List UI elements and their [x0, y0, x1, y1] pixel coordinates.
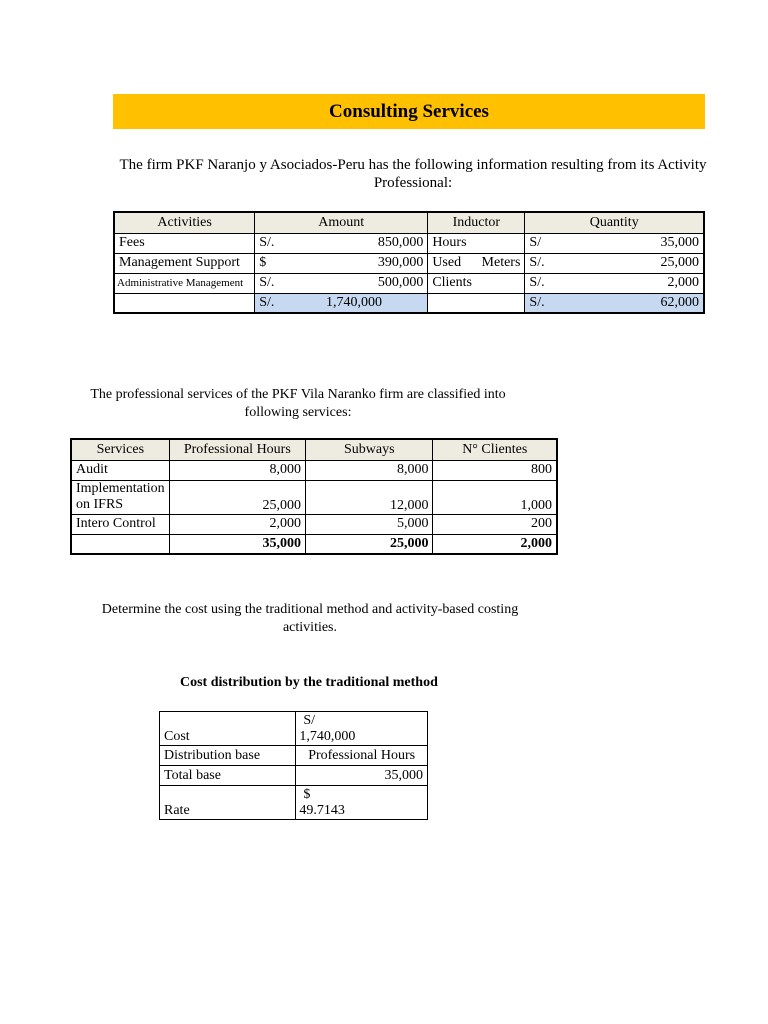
clients-value: 800 [433, 460, 557, 480]
cost-currency: S/ [303, 712, 316, 728]
total-hours: 35,000 [169, 534, 305, 554]
quantity-value: 35,000 [549, 233, 704, 253]
table-row [160, 766, 428, 786]
clients-value: 1,000 [433, 480, 557, 514]
cost-label: Cost [160, 712, 296, 746]
title-banner [113, 94, 705, 129]
table-row [160, 786, 428, 820]
inductor-value: Hours [428, 233, 476, 253]
page-title: Consulting Services [329, 100, 489, 122]
table-row [71, 460, 557, 480]
service-name-line-1: Implementation [76, 480, 165, 496]
intro-line-1: The firm PKF Naranjo y Asociados-Peru has the following information resulting from its Activity [119, 157, 707, 173]
cost-cell [296, 712, 428, 746]
base-label: Distribution base [160, 746, 296, 766]
intro-paragraph [113, 156, 713, 192]
base-value: Professional Hours [296, 746, 428, 766]
services-intro-paragraph [70, 386, 526, 422]
quantity-currency: S/. [525, 273, 549, 293]
total-amount-currency: S/. [255, 293, 281, 313]
amount-currency: S/. [255, 233, 281, 253]
activity-name: Administrative Management [114, 273, 255, 293]
amount-currency: S/. [255, 273, 281, 293]
table-row [71, 480, 557, 514]
cost-value: 1,740,000 [299, 728, 356, 744]
rate-value: 49.7143 [299, 802, 345, 818]
table-row [71, 514, 557, 534]
instruction-line-1: Determine the cost using the traditional method and activity-based costing [101, 602, 519, 617]
hours-value: 2,000 [169, 514, 305, 534]
amount-currency: $ [255, 253, 281, 273]
rate-cell [296, 786, 428, 820]
table-row [114, 253, 704, 273]
amount-value: 850,000 [281, 233, 428, 253]
service-name-line-2: on IFRS [76, 496, 124, 512]
rate-currency: $ [303, 786, 311, 802]
subways-value: 8,000 [306, 460, 433, 480]
amount-value: 390,000 [281, 253, 428, 273]
activity-name: Management Support [114, 253, 255, 273]
services-table [70, 438, 558, 555]
quantity-currency: S/ [525, 233, 549, 253]
quantity-currency: S/. [525, 253, 549, 273]
services-intro-line-1: The professional services of the PKF Vila Naranko firm are classified into [90, 387, 506, 402]
intro-line-2: Professional: [373, 175, 453, 191]
header-services: Services [71, 439, 169, 460]
total-subways: 25,000 [306, 534, 433, 554]
instruction-paragraph [90, 601, 530, 637]
amount-value: 500,000 [281, 273, 428, 293]
total-quantity-currency: S/. [525, 293, 549, 313]
inductor-value-2 [476, 273, 525, 293]
quantity-value: 2,000 [549, 273, 704, 293]
service-name: Intero Control [71, 514, 169, 534]
total-quantity: 62,000 [549, 293, 704, 313]
total-row [114, 293, 704, 313]
total-base-label: Total base [160, 766, 296, 786]
subways-value: 12,000 [306, 480, 433, 514]
total-clients: 2,000 [433, 534, 557, 554]
header-inductor: Inductor [428, 212, 525, 233]
table-row [114, 273, 704, 293]
total-amount: 1,740,000 [281, 293, 428, 313]
table-row [160, 746, 428, 766]
subways-value: 5,000 [306, 514, 433, 534]
activity-name: Fees [114, 233, 255, 253]
quantity-value: 25,000 [549, 253, 704, 273]
header-activities: Activities [114, 212, 255, 233]
service-name [71, 480, 169, 514]
inductor-value-2: Meters [476, 253, 525, 273]
header-clients: N° Clientes [433, 439, 557, 460]
activities-table [113, 211, 705, 314]
header-quantity: Quantity [525, 212, 704, 233]
clients-value: 200 [433, 514, 557, 534]
hours-value: 8,000 [169, 460, 305, 480]
header-subways: Subways [306, 439, 433, 460]
hours-value: 25,000 [169, 480, 305, 514]
total-base-value: 35,000 [296, 766, 428, 786]
instruction-line-2: activities. [282, 620, 338, 635]
table-row [160, 712, 428, 746]
total-row [71, 534, 557, 554]
inductor-value-2 [476, 233, 525, 253]
services-intro-line-2: following services: [244, 405, 352, 420]
rate-label: Rate [160, 786, 296, 820]
traditional-heading: Cost distribution by the traditional method [180, 675, 438, 690]
traditional-table [159, 711, 428, 820]
header-amount: Amount [255, 212, 428, 233]
inductor-value: Clients [428, 273, 476, 293]
service-name: Audit [71, 460, 169, 480]
header-professional-hours: Professional Hours [169, 439, 305, 460]
inductor-value: Used [428, 253, 476, 273]
table-row [114, 233, 704, 253]
